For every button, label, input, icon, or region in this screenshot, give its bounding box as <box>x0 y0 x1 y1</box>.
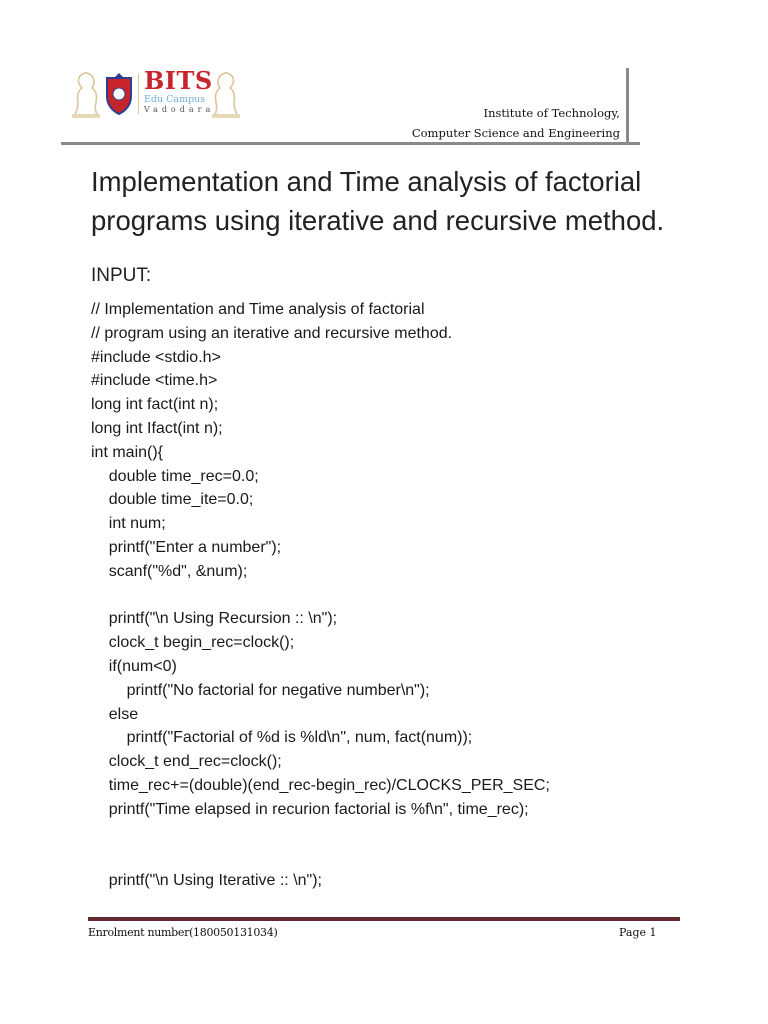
brand-city: Vadodara <box>144 105 215 114</box>
code-line: else <box>91 705 139 723</box>
code-line: double time_rec=0.0; <box>91 467 259 485</box>
code-line: printf("Enter a number"); <box>91 538 282 556</box>
crest-shield-icon <box>104 72 134 116</box>
code-line: int num; <box>91 515 166 533</box>
brand-name: BITS <box>144 66 213 95</box>
institute-info <box>412 103 620 143</box>
code-block <box>91 298 711 893</box>
code-line <box>91 822 711 846</box>
header-horizontal-rule <box>61 142 640 145</box>
code-line: printf("Time elapsed in recurion factorial is %f\n", time_rec); <box>91 800 529 818</box>
code-line: if(num<0) <box>91 657 177 675</box>
header-vertical-rule <box>626 68 629 145</box>
logo-divider <box>138 74 139 114</box>
code-line: printf("\n Using Recursion :: \n"); <box>91 610 338 628</box>
code-line: time_rec+=(double)(end_rec-begin_rec)/CLOCKS_PER_SEC; <box>91 776 550 794</box>
code-line: long int fact(int n); <box>91 396 219 414</box>
department-name: Computer Science and Engineering <box>411 126 620 140</box>
code-line: // Implementation and Time analysis of factorial <box>91 301 425 318</box>
code-line: #include <time.h> <box>91 372 218 390</box>
code-line: printf("Factorial of %d is %ld\n", num, fact(num)); <box>91 729 473 747</box>
code-line: clock_t begin_rec=clock(); <box>91 634 295 652</box>
enrolment-number: Enrolment number(180050131034) <box>88 926 278 939</box>
code-line <box>91 584 711 608</box>
code-line: long int Ifact(int n); <box>91 419 223 437</box>
institute-name: Institute of Technology, <box>483 106 620 120</box>
code-line <box>91 845 711 869</box>
bits-logo <box>70 68 242 122</box>
lion-statue-icon <box>210 70 242 120</box>
brand-text <box>144 68 214 115</box>
code-line: double time_ite=0.0; <box>91 491 254 509</box>
footer-rule <box>88 917 680 921</box>
brand-subtitle: Edu Campus <box>144 94 206 105</box>
code-line: printf("\n Using Iterative :: \n"); <box>91 872 322 890</box>
page-title: Implementation and Time analysis of factorial programs using iterative and recursive method. <box>91 166 665 236</box>
section-heading-input: INPUT: <box>91 265 152 286</box>
code-line: // program using an iterative and recursive method. <box>91 324 453 342</box>
lion-statue-icon <box>70 70 102 120</box>
code-line: printf("No factorial for negative number\n"); <box>91 681 430 699</box>
code-line: #include <stdio.h> <box>91 348 221 366</box>
code-line: scanf("%d", &num); <box>91 562 248 580</box>
page-number: Page 1 <box>619 926 657 939</box>
code-line: int main(){ <box>91 443 164 461</box>
code-line: clock_t end_rec=clock(); <box>91 753 282 771</box>
